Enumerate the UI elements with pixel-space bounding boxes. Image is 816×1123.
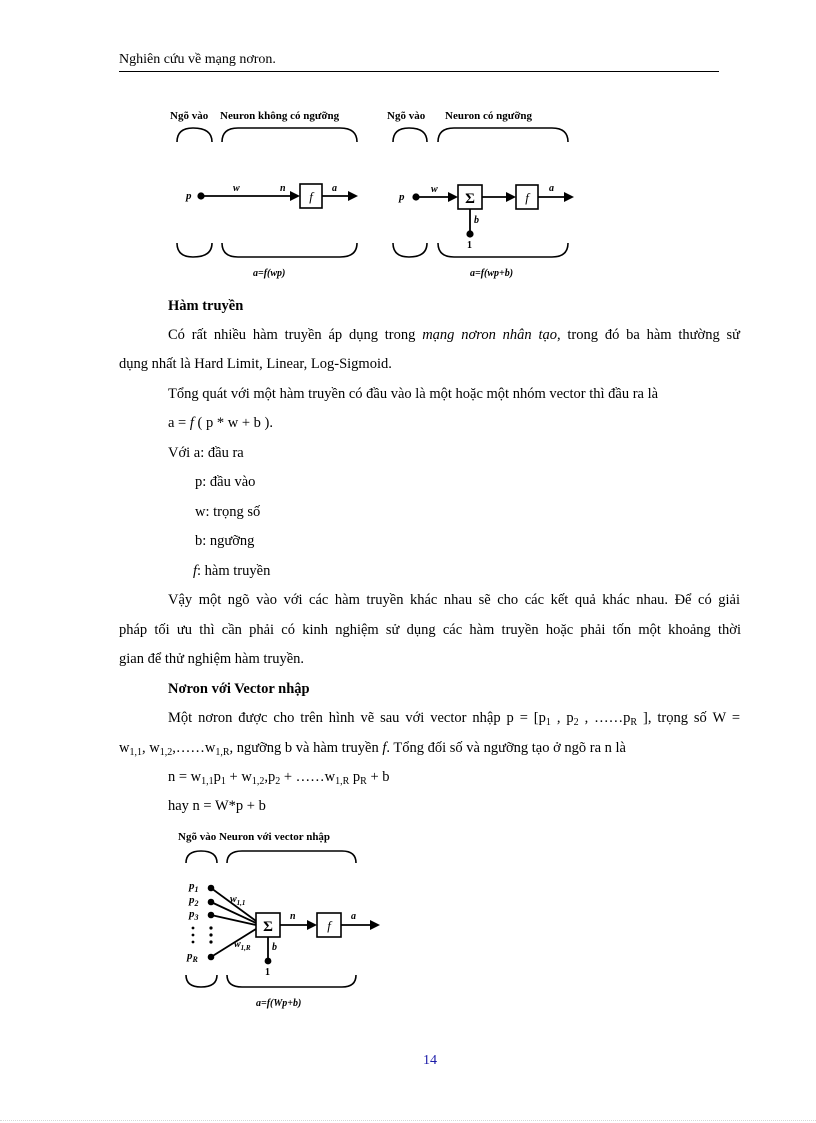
fig1-right-formula: a=f(wp+b) [470,268,514,279]
paragraph-transfer-intro-line2: dụng nhất là Hard Limit, Linear, Log-Sigmoid. [119,356,392,372]
fig1-right-a-label: a [549,183,554,194]
fig2-a-label: a [351,911,356,922]
paragraph-conclusion-line1: Vậy một ngõ vào với các hàm truyền khác nhau sẽ cho các kết quả khác nhau. Để có giải [168,592,740,608]
header-rule [119,71,719,72]
definition-p: p: đầu vào [195,474,256,490]
fig2-p2-label: $p_2$ [189,894,199,908]
fig1-left-input-brace-top [177,128,212,142]
fig1-left-w-label: w [233,183,240,194]
fig2-input-brace-top [186,851,217,863]
formula-output: a = f ( p * w + b ). [168,415,273,431]
definition-b: b: ngưỡng [195,533,255,549]
fig2-one-label: 1 [265,967,270,978]
fig1-left-neuron-label: Neuron không có ngưỡng [220,110,340,122]
fig1-right-neuron-label: Neuron có ngưỡng [445,110,533,122]
fig1-left-n-label: n [280,183,286,194]
fig2-f-label: f [327,918,331,933]
paragraph-transfer-intro-line1: Có rất nhiều hàm truyền áp dụng trong mạng nơron nhân tạo, trong đó ba hàm thường sử [168,327,740,343]
fig1-right-neuron-brace-top [438,128,568,142]
fig2-formula: a=f(Wp+b) [256,998,302,1009]
paragraph-conclusion-line2: pháp tối ưu thì cần phải có kinh nghiệm sử dụng các hàm truyền hoặc phải tốn một khoảng thời [119,622,741,638]
fig2-label: Ngõ vào Neuron với vector nhập [178,831,331,843]
fig1-right-bias-node [466,230,473,237]
fig1-right-p-label: p [399,191,405,203]
page-bottom-edge [0,1120,816,1121]
fig2-bias-node [265,958,272,965]
fig1-right-one-label: 1 [467,240,472,251]
fig2-sum-label: Σ [263,919,273,935]
fig1-left-neuron-brace-bottom [222,243,357,257]
fig2-w1R-label: $w_{1,R}$ [234,939,251,952]
fig1-left-neuron-brace-top [222,128,357,142]
fig1-left-formula: a=f(wp) [253,268,286,279]
fig1-left-input-label: Ngõ vào [170,110,209,122]
paragraph-vector-input-line1: Một nơron được cho trên hình vẽ sau với vector nhập $p = [p_1$ , $p_2$ , $\dots\dots p_R$ ], trọng số W = [168,710,741,728]
fig2-p1-label: $p_1$ [189,880,199,894]
fig1-right-input-brace-bottom [393,243,427,257]
section-heading-neuron-vector-input: Nơron với Vector nhập [168,681,310,697]
fig2-neuron-brace-top [227,851,356,863]
page-header-title: Nghiên cứu về mạng nơron. [119,52,276,67]
definition-f: f: hàm truyền [193,563,271,579]
definition-a: Với a: đầu ra [168,445,244,461]
fig1-right-input-brace-top [393,128,427,142]
fig2-input-brace-bottom [186,975,217,987]
paragraph-general-output: Tổng quát với một hàm truyền có đầu vào là một hoặc một nhóm vector thì đầu ra là [168,386,659,402]
fig1-right-sum-label: Σ [465,191,475,207]
fig1-left-a-label: a [332,183,337,194]
figure-neuron-vector-input [170,825,390,1015]
fig1-right-w-label: w [431,184,438,195]
fig2-w11-label: $w_{1,1}$ [230,894,246,907]
equation-net-input: $n = w_{1,1}p_1 + w_{1,2},p_2$ + $\dots\dots w_{1,R}$ $p_R + b$ [168,769,390,787]
fig1-left-f-label: f [309,189,313,204]
fig1-right-f-label: f [525,190,529,205]
section-heading-transfer-function: Hàm truyền [168,298,244,314]
paragraph-vector-input-line2: $w_{1,1}$, $w_{1,2},\dots\dots w_{1,R}$, ngưỡng b và hàm truyền f. Tổng đối số và ngưỡng tạo ở ngõ ra n là [119,740,626,758]
fig2-neuron-brace-bottom [227,975,356,987]
definition-w: w: trọng số [195,504,261,520]
equation-matrix-form: hay n = W*p + b [168,798,266,814]
fig1-left-p-label: p [186,190,192,202]
fig1-left-input-brace-bottom [177,243,212,257]
figure-neuron-single-input [160,100,590,285]
fig1-right-neuron-brace-bottom [438,243,568,257]
paragraph-conclusion-line3: gian để thử nghiệm hàm truyền. [119,651,305,667]
fig2-b-label: b [272,942,277,953]
page-number: 14 [423,1053,437,1068]
fig2-p3-label: $p_3$ [189,908,199,922]
fig2-pR-label: $p_R$ [187,950,198,964]
fig1-right-input-label: Ngõ vào [387,110,426,122]
fig2-n-label: n [290,911,296,922]
fig1-right-b-label: b [474,215,479,226]
